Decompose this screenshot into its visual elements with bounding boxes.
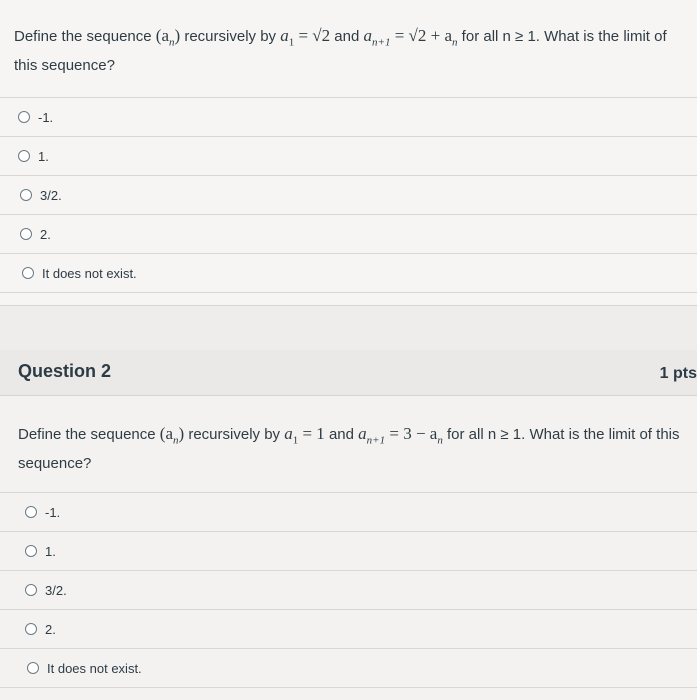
answer-label: It does not exist. [47,660,142,676]
answer-label: 1. [38,148,49,164]
question-1 [0,0,697,305]
answer-option[interactable] [0,253,697,293]
answer-label: 1. [45,543,56,559]
answer-option[interactable] [0,492,697,531]
radio-button[interactable] [25,623,37,635]
radio-button[interactable] [27,662,39,674]
answer-option[interactable] [0,648,697,688]
answer-label: -1. [45,504,61,520]
answer-option[interactable] [0,136,697,175]
answer-label: -1. [38,109,54,125]
answer-option[interactable] [0,609,697,648]
question-2 [0,396,697,700]
answer-option[interactable] [0,531,697,570]
answer-option[interactable] [0,97,697,136]
radio-button[interactable] [20,228,32,240]
answer-label: It does not exist. [42,265,137,281]
question-1-prompt: Define the sequence $(a_n)$ recursively by $a_1 = √2$ and $a_{n+1} = √2 + a_n$ for all n ≥ 1. What is the limit of this sequence? [14,26,667,75]
radio-button[interactable] [18,150,30,162]
radio-button[interactable] [25,584,37,596]
answer-option[interactable] [0,570,697,609]
question-separator [0,305,697,351]
answer-label: 3/2. [45,582,67,598]
radio-button[interactable] [20,189,32,201]
answer-option[interactable] [0,175,697,214]
radio-button[interactable] [25,545,37,557]
radio-button[interactable] [25,506,37,518]
answer-option[interactable] [0,214,697,253]
question-points: 1 pts [659,365,697,382]
radio-button[interactable] [18,111,30,123]
answer-label: 3/2. [40,187,62,203]
question-1-answers [0,97,697,293]
radio-button[interactable] [22,267,34,279]
answer-label: 2. [40,226,51,242]
question-title: Question 2 [18,361,112,381]
question-2-answers [0,492,697,688]
question-2-prompt: Define the sequence $(a_n)$ recursively by $a_1 = 1$ and $a_{n+1} = 3 - a_n$ for all n ≥ 1. What is the limit of this sequence? [18,424,680,473]
answer-label: 2. [45,621,56,637]
question-2-header [0,350,697,396]
